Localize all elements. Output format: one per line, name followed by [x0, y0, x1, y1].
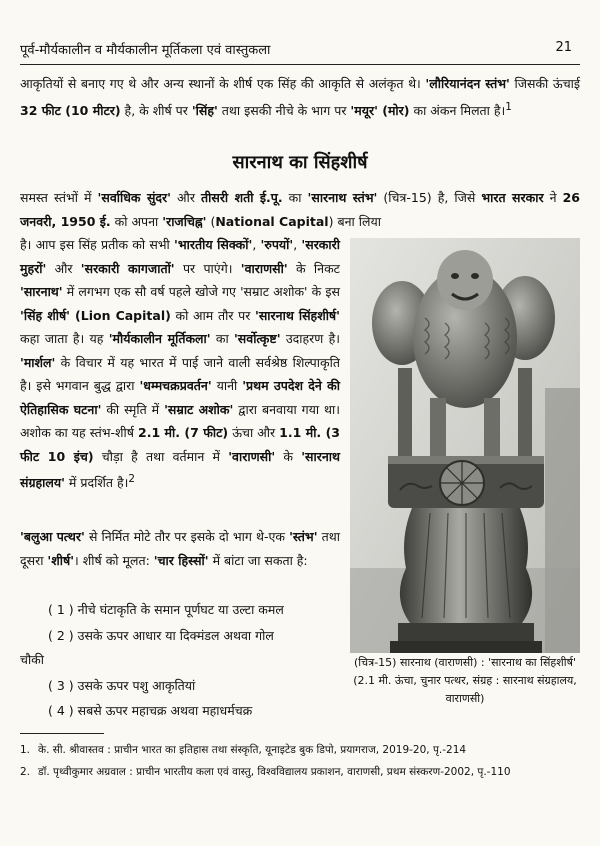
paragraph-1-full-width — [20, 186, 580, 233]
p1l-bold: 'सरकारी मुहरों' — [20, 237, 340, 276]
footnote-divider — [20, 733, 104, 734]
list-item: ( 1 ) नीचे घंटाकृति के समान पूर्णघट या उल्टा कमल — [48, 602, 284, 617]
p1l-bold: 'भारतीय सिक्कों' — [174, 237, 253, 252]
intro-bold-1: 'लौरियानंदन स्तंभ' — [425, 76, 510, 91]
p1l-text: के — [275, 448, 302, 464]
p1l-text: के निकट — [287, 260, 340, 276]
p2-bold-1: 'बलुआ पत्थर' — [20, 529, 85, 544]
p1f-text-6: को अपना — [110, 213, 163, 229]
footnote-1 — [20, 740, 580, 761]
p1f-bold-4: भारत सरकार — [481, 190, 544, 205]
p1l-text: , — [252, 237, 261, 252]
p1f-text-4: (चित्र-15) है, जिसे — [377, 190, 482, 205]
p1f-bold-2: तीसरी शती ई.पू. — [201, 190, 283, 205]
p1l-text: पर पाएंगे। — [174, 260, 241, 276]
p1l-bold: 'प्रथम उपदेश देने की ऐतिहासिक घटना' — [20, 378, 340, 417]
p1f-text-3: का — [282, 190, 308, 205]
figure-photo-lion-capital — [350, 238, 580, 653]
intro-text-2: जिसकी ऊंचाई — [509, 76, 581, 91]
p1l-text: यानी — [211, 378, 243, 393]
p1l-text: द्वारा बनवाया गया था। अशोक का यह स्तंभ-शीर्ष — [20, 401, 340, 440]
p1l-bold: 'सारनाथ' — [20, 284, 63, 299]
p1l-text: को आम तौर पर — [170, 307, 256, 323]
p2-text-4: में बांटा जा सकता है: — [208, 552, 308, 568]
p2-text-1: से निर्मित मोटे तौर पर इसके दो भाग थे-एक — [84, 529, 290, 544]
page-number: 21 — [555, 40, 572, 55]
p1f-bold-7: National Capital — [215, 213, 329, 229]
p1l-bold: 'सिंह शीर्ष' (Lion Capital) — [20, 307, 171, 323]
p1l-text: का — [210, 331, 234, 346]
figure-caption: (चित्र-15) सारनाथ (वाराणसी) : 'सारनाथ का सिंहशीर्ष' (2.1 मी. ऊंचा, चुनार पत्थर, संग्रह : सारनाथ संग्रहालय, वाराणसी) — [353, 656, 577, 705]
p1l-text: है। आप इस सिंह प्रतीक को सभी — [20, 237, 174, 252]
intro-bold-3: 'सिंह' — [191, 102, 218, 118]
footnote-2 — [20, 762, 580, 783]
p1f-bold-5: 26 जनवरी, 1950 ई. — [20, 190, 581, 229]
p1f-bold-1: 'सर्वाधिक सुंदर' — [97, 190, 171, 205]
paragraph-2 — [20, 525, 340, 572]
p2-bold-3: 'शीर्ष' — [47, 552, 75, 568]
chapter-title: पूर्व-मौर्यकालीन व मौर्यकालीन मूर्तिकला एवं वास्तुकला — [20, 43, 271, 58]
p1f-text-5: ने — [543, 190, 563, 205]
intro-text-3: है, के शीर्ष पर — [120, 102, 192, 118]
p1f-text-1: समस्त स्तंभों में — [20, 190, 98, 205]
footnote-number: 2. — [20, 766, 31, 778]
intro-bold-4: 'मयूर' (मोर) — [350, 102, 410, 118]
p1l-bold: 'सम्राट अशोक' — [164, 401, 234, 417]
p1l-bold: 'धम्मचक्रप्रवर्तन' — [139, 378, 212, 393]
p2-text-3: । शीर्ष को मूलत: — [74, 552, 154, 568]
p1l-bold: 'मौर्यकालीन मूर्तिकला' — [108, 331, 211, 346]
list-item-continuation: चौकी — [20, 652, 45, 667]
p1l-bold: 'रुपयों' — [260, 237, 294, 252]
p1f-text-7: ( — [206, 213, 216, 229]
p1l-bold: 2.1 मी. (7 फीट) — [138, 425, 229, 440]
p1l-text: में लगभग एक सौ वर्ष पहले खोजे गए 'सम्राट अशोक' के इस — [62, 284, 340, 299]
p1l-bold: 'सारनाथ सिंहशीर्ष' — [255, 307, 340, 323]
intro-text-4: तथा इसकी नीचे के भाग पर — [217, 102, 351, 118]
p1l-text: की स्मृति में — [101, 401, 165, 417]
p1l-text: के विचार में यह भारत में पाई जाने वाली सर्वश्रेष्ठ शिल्पाकृति है। इसे भगवान बुद्ध द्वारा — [20, 354, 340, 393]
p1f-bold-3: 'सारनाथ स्तंभ' — [307, 190, 378, 205]
section-heading: सारनाथ का सिंहशीर्ष — [232, 152, 368, 173]
p1l-text: उदाहरण है। — [280, 331, 340, 346]
p1l-text: कहा जाता है। यह — [20, 331, 109, 346]
p1l-bold: 'सरकारी कागजातों' — [80, 260, 175, 276]
p1f-bold-6: 'राजचिह्न' — [162, 213, 207, 229]
paragraph-1-left-column — [20, 233, 340, 495]
p1l-text: , — [293, 237, 302, 252]
running-header — [20, 38, 580, 65]
footnote-number: 1. — [20, 744, 31, 756]
p2-text-2: तथा दूसरा — [20, 529, 340, 568]
p1l-bold: 'सारनाथ संग्रहालय' — [20, 448, 341, 491]
p1l-bold: 'वाराणसी' — [228, 448, 276, 464]
footnote-ref-1: 1 — [505, 100, 512, 113]
list-item: ( 2 ) उसके ऊपर आधार या दिक्मंडल अथवा गोल — [48, 628, 274, 643]
p1f-text-2: और — [171, 190, 201, 205]
p1l-bold: 'मार्शल' — [20, 354, 56, 370]
list-item: ( 3 ) उसके ऊपर पशु आकृतियां — [48, 678, 196, 693]
p1l-bold: 1.1 मी. (3 फीट 10 इंच) — [20, 425, 340, 464]
p1l-text: चौड़ा है तथा वर्तमान में — [93, 448, 229, 464]
intro-paragraph — [20, 72, 580, 122]
list-item: ( 4 ) सबसे ऊपर महाचक्र अथवा महाधर्मचक्र — [48, 703, 253, 718]
p1f-text-8: ) बना लिया — [328, 213, 381, 229]
footnote-text: डॉ. पृथ्वीकुमार अग्रवाल : प्राचीन भारतीय कला एवं वास्तु, विश्वविद्यालय प्रकाशन, वाराणसी, प्रथम संस्करण-2002, पृ.-110 — [38, 766, 511, 778]
p1l-text: में प्रदर्शित है। — [64, 475, 129, 491]
footnote-text: के. सी. श्रीवास्तव : प्राचीन भारत का इतिहास तथा संस्कृति, यूनाइटेड बुक डिपो, प्रयागराज, 2019-20, पृ.-214 — [38, 744, 467, 756]
intro-text-1: आकृतियों से बनाए गए थे और अन्य स्थानों के शीर्ष एक सिंह की आकृति से अलंकृत थे। — [20, 76, 426, 91]
lion-capital-illustration — [350, 238, 580, 653]
p1l-bold: 'वाराणसी' — [240, 260, 288, 276]
footnote-ref-2: 2 — [128, 473, 135, 485]
intro-bold-2: 32 फीट (10 मीटर) — [20, 102, 121, 118]
p1l-text: और — [46, 260, 81, 276]
p2-bold-4: 'चार हिस्सों' — [153, 552, 209, 568]
p1l-text: ऊंचा और — [228, 425, 280, 440]
p1l-bold: 'सर्वोत्कृष्ट' — [233, 331, 281, 346]
intro-text-5: का अंकन मिलता है। — [409, 102, 506, 118]
p2-bold-2: 'स्तंभ' — [289, 529, 318, 544]
